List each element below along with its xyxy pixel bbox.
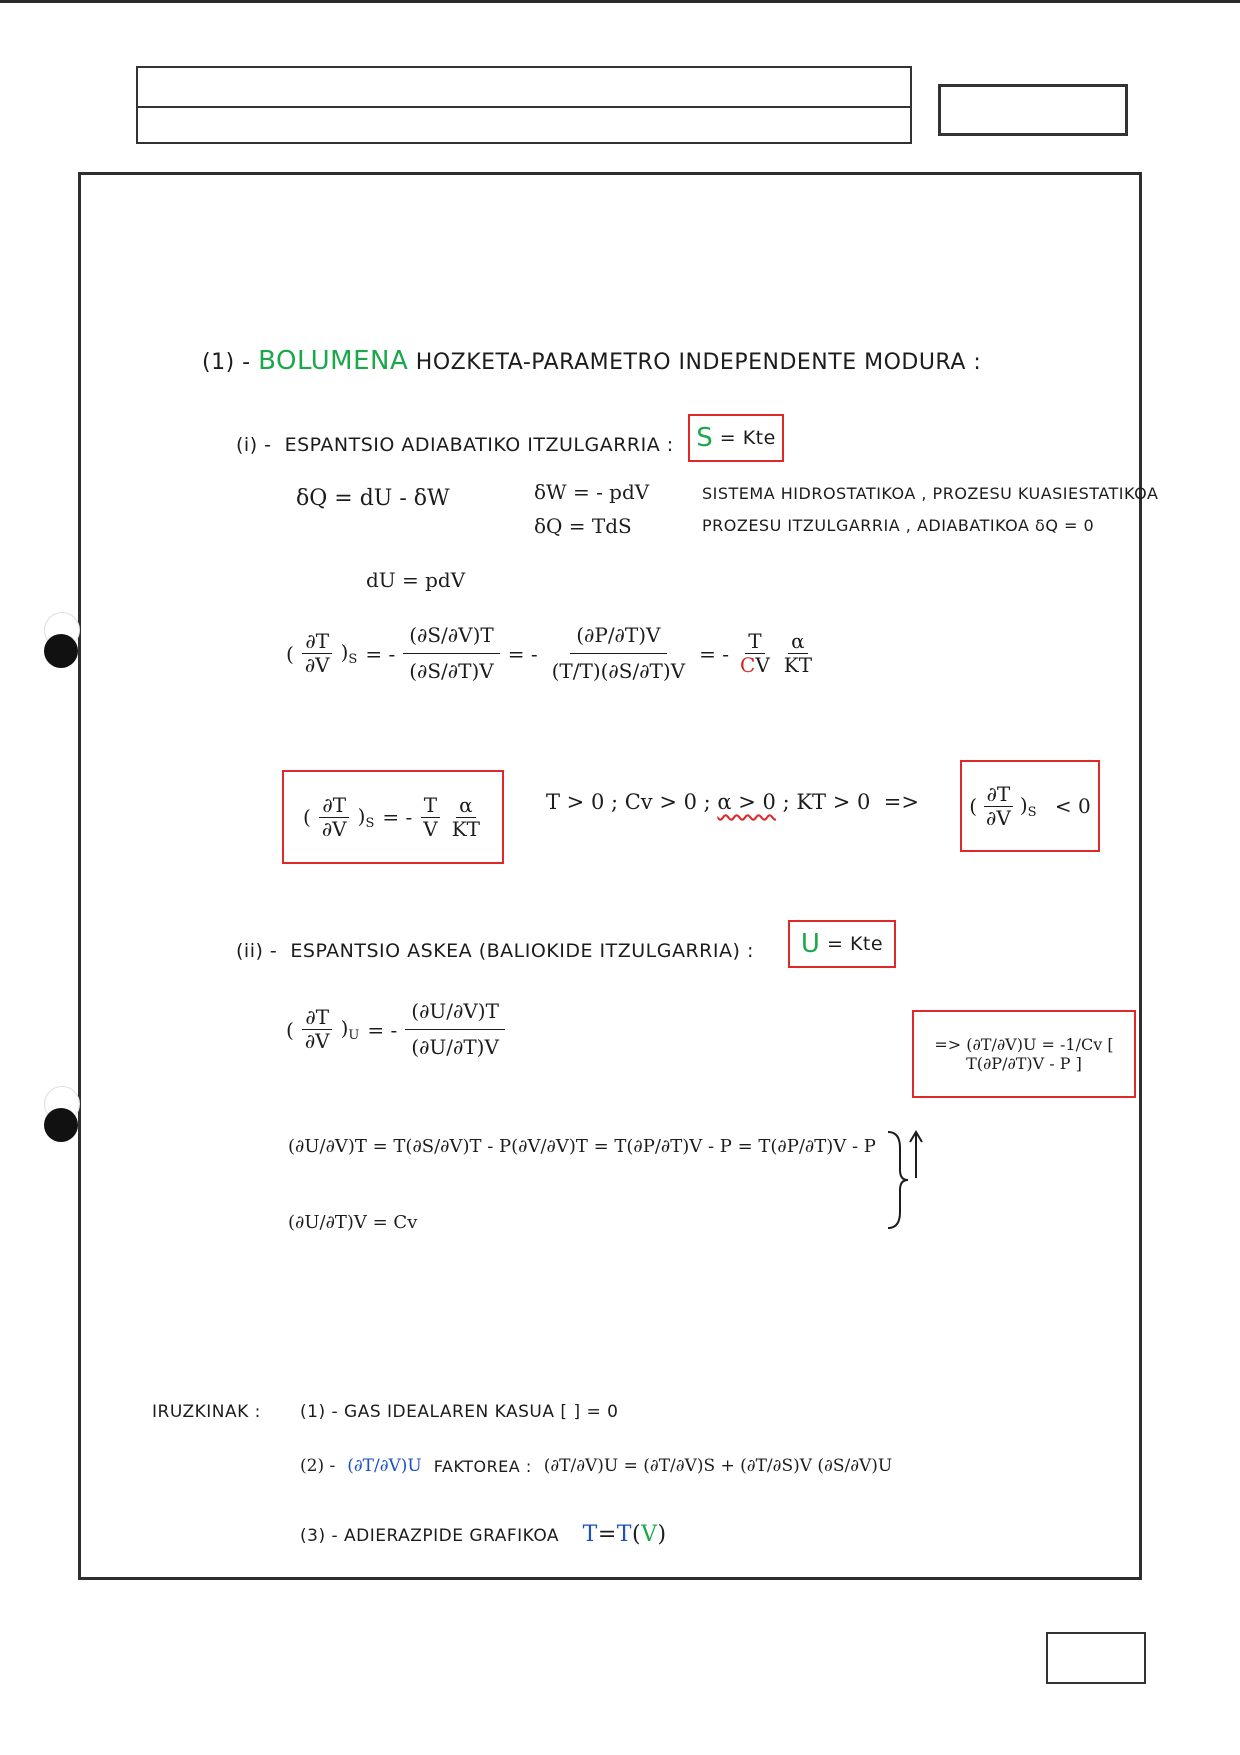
page-number-box bbox=[1046, 1632, 1146, 1684]
derivation-line: ( $\frac{\partial T}{\partial V}$ )$_S$ = - $\frac{(\partial S/\partial V)T}{(\partial S/\partial T)V}$ = - $\frac{(\partial P/\partial T)V}{(T/T)(\partial S/\partial T)V}$ = - $\frac{T}{CV}$ $\frac{\alpha}{KT}$ bbox=[286, 618, 815, 689]
comment-2-expression: (∂T/∂V)U bbox=[347, 1456, 422, 1476]
part-ii-derivation: ( $\frac{\partial T}{\partial V}$ )$_U$ = - $\frac{(\partial U/\partial V)T}{(\partial U/\partial T)V}$ bbox=[286, 994, 505, 1065]
header-name-box bbox=[136, 66, 912, 144]
part-ii-result-box: => (∂T/∂V)U = -1/Cv [ T(∂P/∂T)V - P ] bbox=[912, 1010, 1136, 1098]
du-dv-relation: (∂U/∂V)T = T(∂S/∂V)T - P(∂V/∂V)T = T(∂P/∂T)V - P = T(∂P/∂T)V - P bbox=[288, 1136, 876, 1157]
alpha-condition: α > 0 bbox=[717, 790, 776, 814]
header-divider bbox=[138, 106, 910, 108]
part-ii-condition-box: U = Kte bbox=[788, 920, 896, 968]
comments-heading: IRUZKINAK : bbox=[152, 1402, 261, 1422]
header-id-box bbox=[938, 84, 1128, 136]
eq-du: dU = pdV bbox=[366, 568, 466, 592]
note-hydrostatic: SISTEMA HIDROSTATIKOA , PROZESU KUASIESTATIKOA bbox=[702, 484, 1159, 503]
section-title: (1) - BOLUMENA HOZKETA-PARAMETRO INDEPENDENTE MODURA : bbox=[202, 346, 982, 376]
part-i-condition-box: S = Kte bbox=[688, 414, 784, 462]
part-i-heading: (i) - ESPANTSIO ADIABATIKO ITZULGARRIA : bbox=[236, 434, 674, 456]
brace-arrow-icon bbox=[884, 1128, 924, 1232]
part-ii-heading: (ii) - ESPANTSIO ASKEA (BALIOKIDE ITZULGARRIA) : bbox=[236, 940, 754, 962]
comment-3: (3) - ADIERAZPIDE GRAFIKOA T=T(V) bbox=[300, 1522, 667, 1547]
punch-hole bbox=[44, 634, 78, 668]
eq-first-law: δQ = dU - δW bbox=[296, 486, 450, 511]
du-dt-relation: (∂U/∂T)V = Cv bbox=[288, 1212, 418, 1233]
eq-work: δW = - pdV bbox=[534, 480, 650, 504]
eq-heat: δQ = TdS bbox=[534, 514, 632, 538]
answer-frame bbox=[78, 172, 1142, 1580]
comment-2: (2) - (∂T/∂V)U FAKTOREA : (∂T/∂V)U = (∂T/∂V)S + (∂T/∂S)V (∂S/∂V)U bbox=[300, 1456, 893, 1476]
part-i-conclusion-box: ( $\frac{\partial T}{\partial V}$ )$_S$ < 0 bbox=[960, 760, 1100, 852]
scan-top-edge bbox=[0, 0, 1240, 3]
punch-hole bbox=[44, 1108, 78, 1142]
section-keyword: BOLUMENA bbox=[258, 346, 409, 376]
sign-conditions: T > 0 ; Cv > 0 ; α > 0 ; KT > 0 => bbox=[546, 790, 919, 814]
part-i-result-box: ( $\frac{\partial T}{\partial V}$ )$_S$ = - $\frac{T}{V}$ $\frac{\alpha}{KT}$ bbox=[282, 770, 504, 864]
comment-1: (1) - GAS IDEALAREN KASUA [ ] = 0 bbox=[300, 1402, 619, 1422]
note-reversible: PROZESU ITZULGARRIA , ADIABATIKOA δQ = 0 bbox=[702, 516, 1095, 535]
